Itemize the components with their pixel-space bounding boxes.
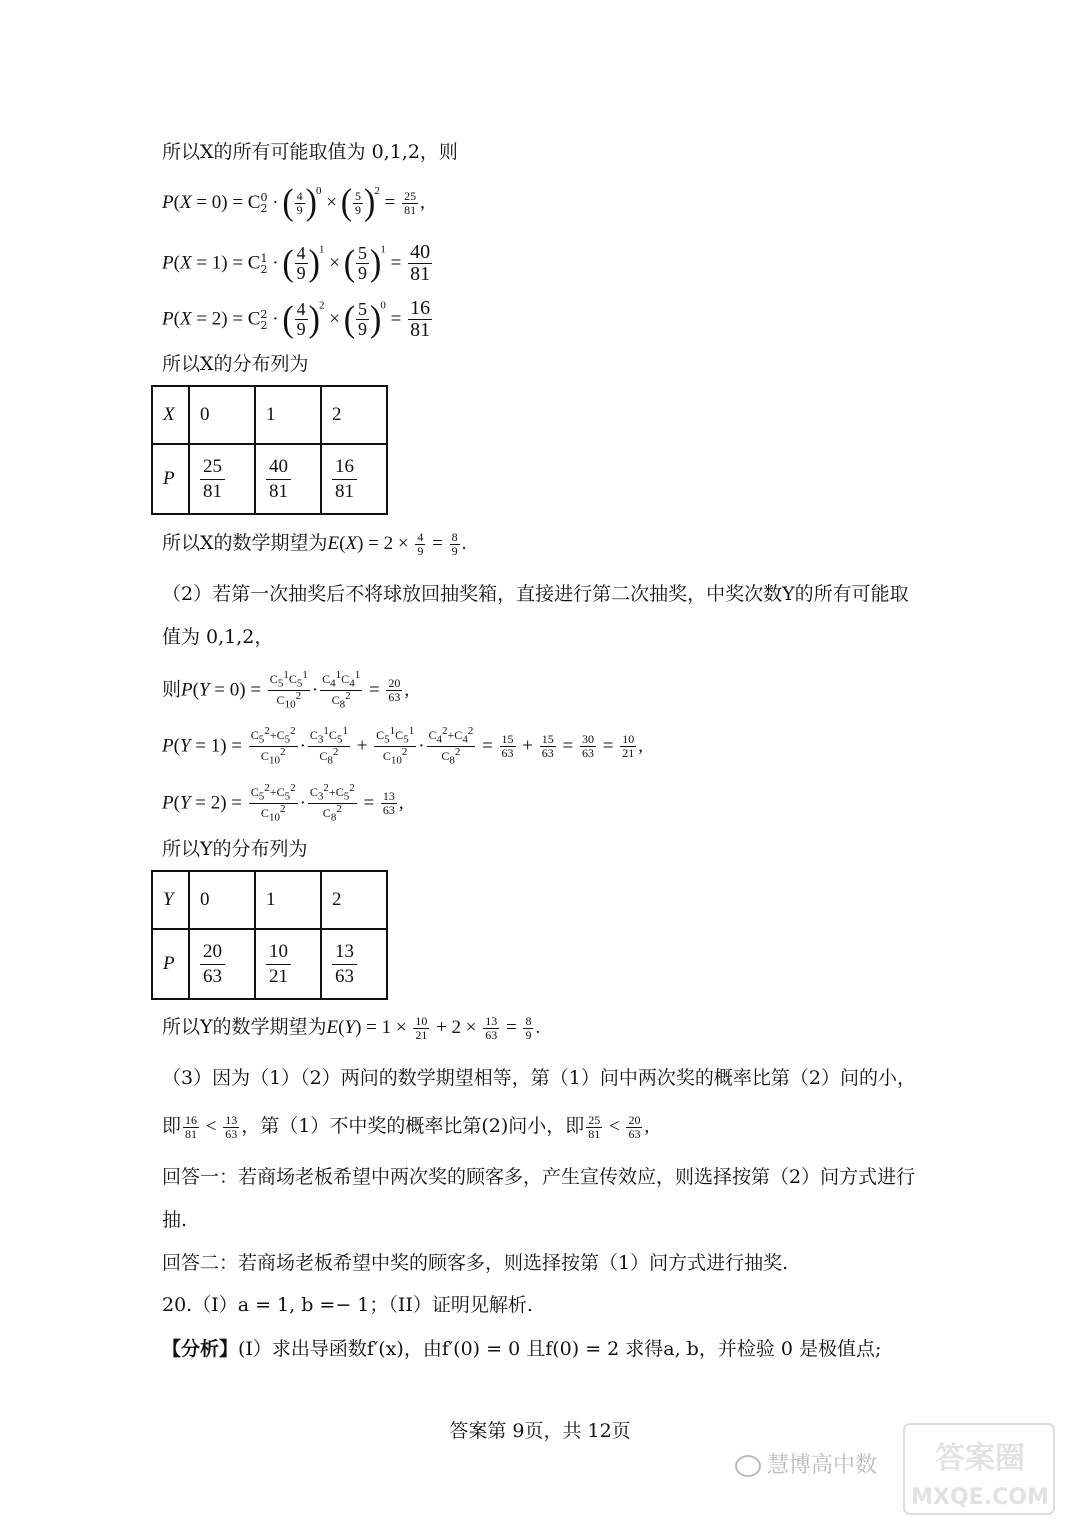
distribution-table-y bbox=[151, 870, 388, 1000]
page-footer: 答案第 9页，共 12页 bbox=[449, 1420, 631, 1442]
question-20-answer: 20.（I）a = 1, b =− 1；（II）证明见解析. bbox=[162, 1294, 533, 1316]
svg-text:MXQE.COM: MXQE.COM bbox=[911, 1485, 1049, 1510]
table-y-prob: $\frac{13}{63}$ bbox=[321, 929, 387, 999]
table-x-value: 0 bbox=[189, 386, 255, 444]
table-x-prob: $\frac{25}{81}$ bbox=[189, 444, 255, 514]
table-x-value: 2 bbox=[321, 386, 387, 444]
stamp-logo bbox=[900, 1420, 1060, 1520]
px1-formula: P(X = 1) = C 1 2 · ( $\frac{4}{9}$ )$^1$ × ( $\frac{5}{9}$ )$^1$ = $\frac{40}{81}$ bbox=[162, 241, 431, 285]
py2-formula: P(Y = 2) = $\frac{C_5^2+C_5^2}{C_{10}^2}$ · $\frac{C_3^2+C_5^2}{C_8^2}$ = $\frac{13}{63}$ , bbox=[162, 782, 404, 824]
analysis-line: 【分析】(I）求出导函数f′(x)，由f′(0) = 0 且f(0) = 2 求得a, b，并检验 0 是极值点; bbox=[162, 1338, 882, 1360]
answer-one-line2: 抽. bbox=[162, 1209, 188, 1231]
py1-formula: P(Y = 1) = $\frac{C_5^2+C_5^2}{C_{10}^2}$ · $\frac{C_3^1C_5^1}{C_8^2}$ + $\frac{C_5^1C_5^1}{C_{10}^2}$ · $\frac{C_4^2+C_4^2}{C_8^2}$ = $\frac{15}{63}$ + $\frac{15}{63}$ = $\frac{30}{63}$ = $\frac{10}{21}$ , bbox=[162, 725, 643, 767]
ex-line: 所以X的数学期望为E(X) = 2 × $\frac{4}{9}$ = $\frac{8}{9}$ . bbox=[162, 530, 467, 558]
q2-line2: 值为 0,1,2， bbox=[162, 626, 274, 648]
px2-formula: P(X = 2) = C 2 2 · ( $\frac{4}{9}$ )$^2$ × ( $\frac{5}{9}$ )$^0$ = $\frac{16}{81}$ bbox=[162, 297, 431, 341]
table-y-value: 1 bbox=[255, 871, 321, 929]
distribution-table-x bbox=[151, 385, 388, 515]
table-y-value: 2 bbox=[321, 871, 387, 929]
table-x-var: X bbox=[152, 386, 189, 444]
py0-formula: 则P(Y = 0) = $\frac{C_5^1C_5^1}{C_{10}^2}$ · $\frac{C_4^1C_4^1}{C_8^2}$ = $\frac{20}{63}$ , bbox=[162, 669, 410, 711]
ey-line: 所以Y的数学期望为E(Y) = 1 × $\frac{10}{21}$ + 2 × $\frac{13}{63}$ = $\frac{8}{9}$ . bbox=[162, 1014, 541, 1042]
table-x-value: 1 bbox=[255, 386, 321, 444]
table-y-value: 0 bbox=[189, 871, 255, 929]
wechat-icon bbox=[735, 1455, 761, 1477]
table-y-prob: $\frac{20}{63}$ bbox=[189, 929, 255, 999]
table-y-var: Y bbox=[152, 871, 189, 929]
answer-one-line1: 回答一：若商场老板希望中两次奖的顾客多，产生宣传效应，则选择按第（2）问方式进行 bbox=[162, 1166, 916, 1188]
dist-x-label: 所以X的分布列为 bbox=[162, 353, 309, 375]
svg-text:答案圈: 答案圈 bbox=[935, 1441, 1025, 1476]
px0-formula: P(X = 0) = C 0 2 · ( $\frac{4}{9}$ )$^0$ × ( $\frac{5}{9}$ )$^2$ = $\frac{25}{81}$ , bbox=[162, 182, 425, 223]
table-y-prob: $\frac{10}{21}$ bbox=[255, 929, 321, 999]
intro-line: 所以X的所有可能取值为 0,1,2，则 bbox=[162, 141, 458, 163]
watermark-text: 慧博高中数 bbox=[735, 1448, 877, 1479]
q3-line1: （3）因为（1）（2）两问的数学期望相等，第（1）问中两次奖的概率比第（2）问的小， bbox=[162, 1067, 916, 1089]
table-x-prob: $\frac{40}{81}$ bbox=[255, 444, 321, 514]
table-x-prob: $\frac{16}{81}$ bbox=[321, 444, 387, 514]
table-x-p: P bbox=[152, 444, 189, 514]
q3-line2: 即 $\frac{16}{81}$ < $\frac{13}{63}$ ，第（1）不中奖的概率比第(2)问小，即 $\frac{25}{81}$ < $\frac{20}{63}$ , bbox=[162, 1113, 650, 1141]
dist-y-label: 所以Y的分布列为 bbox=[162, 838, 308, 860]
q2-line1: （2）若第一次抽奖后不将球放回抽奖箱，直接进行第二次抽奖，中奖次数Y的所有可能取 bbox=[162, 583, 909, 605]
table-y-p: P bbox=[152, 929, 189, 999]
answer-two: 回答二：若商场老板希望中奖的顾客多，则选择按第（1）问方式进行抽奖. bbox=[162, 1252, 789, 1274]
